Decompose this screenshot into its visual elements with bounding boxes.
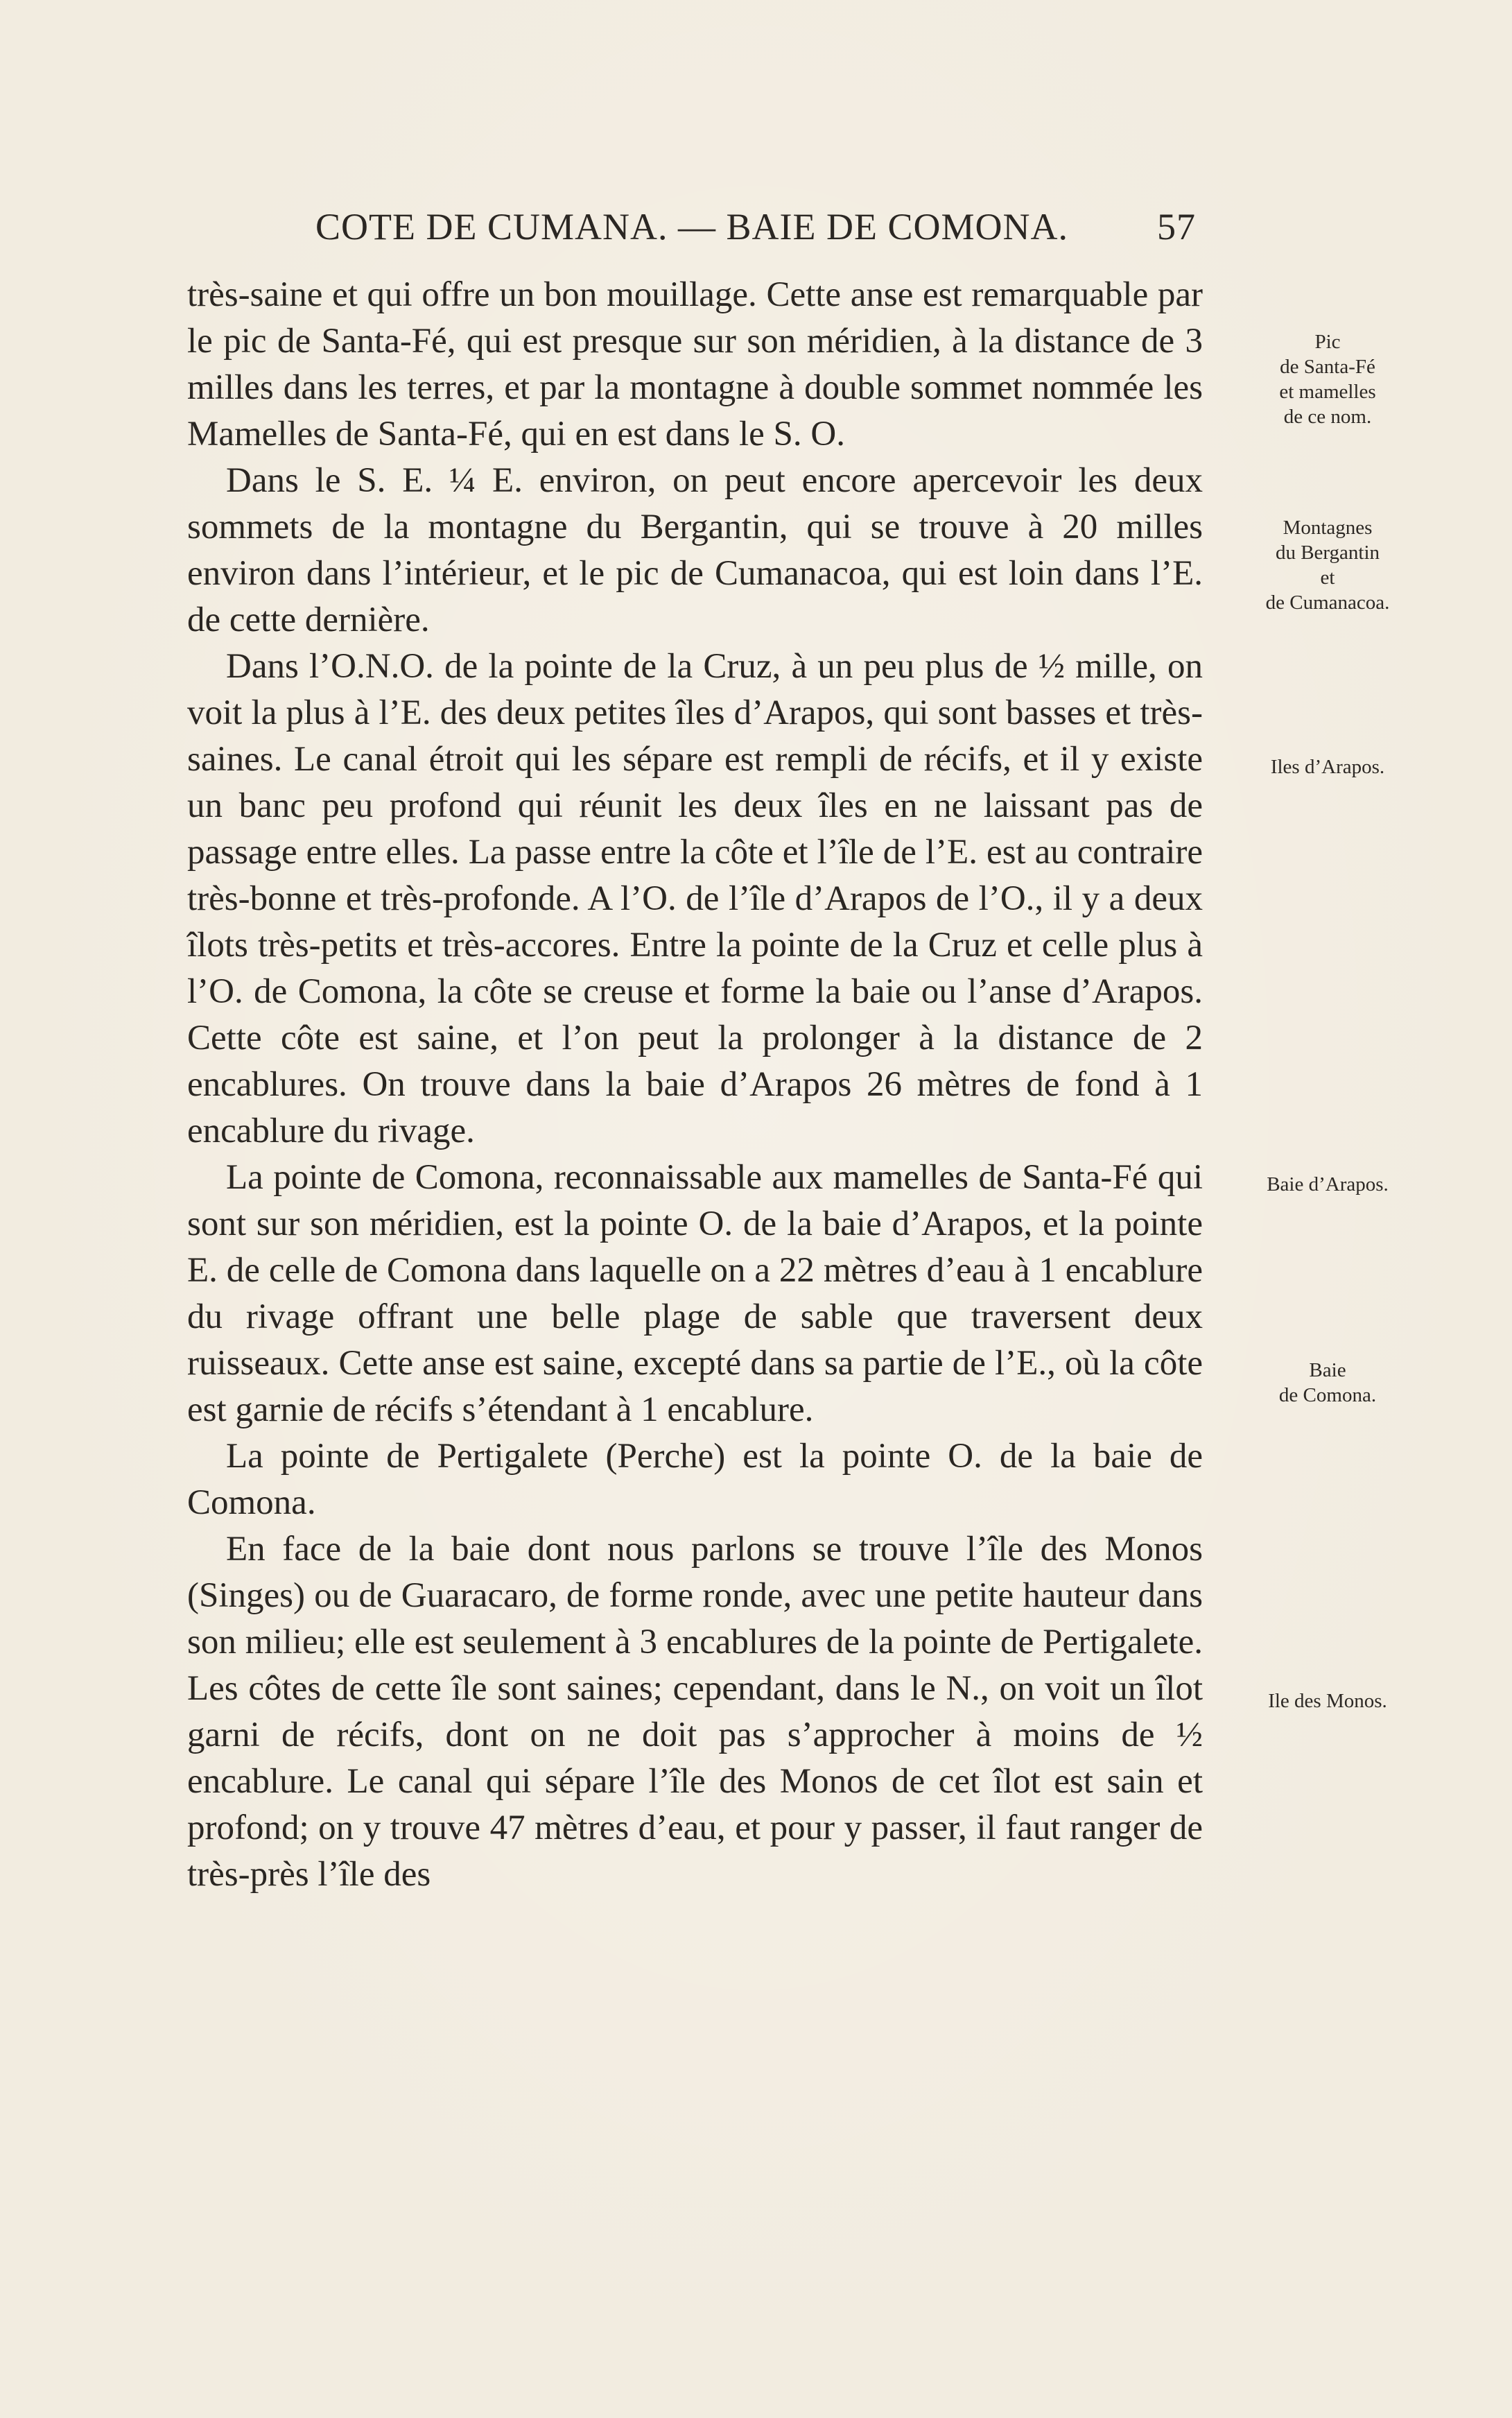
margin-note-baie-arapos	[1234, 1172, 1421, 1197]
running-head-title: COTE DE CUMANA. — BAIE DE COMONA.	[315, 206, 1068, 248]
margin-note-line: de Cumanacoa.	[1265, 591, 1390, 614]
page-number: 57	[1157, 206, 1196, 248]
running-head	[315, 205, 1196, 261]
paragraph: Dans le S. E. ¼ E. environ, on peut encore apercevoir les deux sommets de la montagne du Bergantin, qui se trouve à 20 milles environ dans l’intérieur, et le pic de Cumanacoa, qui est loin dans l’E. de cette dernière.	[187, 461, 1203, 639]
margin-note-line: Iles d’Arapos.	[1270, 756, 1385, 778]
margin-note-iles-arapos	[1234, 754, 1421, 779]
paragraph: La pointe de Pertigalete (Perche) est la pointe O. de la baie de Comona.	[187, 1437, 1203, 1522]
body-text	[187, 272, 1203, 1898]
margin-note-line: Montagnes	[1283, 517, 1373, 539]
paragraph: très-saine et qui offre un bon mouillage. Cette anse est remarquable par le pic de Santa-Fé, qui est presque sur son méridien, à la distance de 3 milles dans les terres, et par la montagne à double sommet nommée les Mamelles de Santa-Fé, qui en est dans le S. O.	[187, 275, 1203, 454]
margin-note-line: Pic	[1314, 331, 1341, 353]
margin-note-montagnes	[1234, 515, 1421, 615]
margin-note-pic-santa-fe	[1234, 329, 1421, 429]
margin-note-line: Baie	[1309, 1359, 1346, 1381]
margin-note-line: de ce nom.	[1283, 406, 1372, 428]
margin-note-line: de Comona.	[1278, 1384, 1377, 1406]
paragraph: Dans l’O.N.O. de la pointe de la Cruz, à un peu plus de ½ mille, on voit la plus à l’E. des deux petites îles d’Arapos, qui sont basses et très-saines. Le canal étroit qui les sépare est rempli de récifs, et il y existe un banc peu profond qui réunit les deux îles en ne laissant pas de passage entre elles. La passe entre la côte et l’île de l’E. est au contraire très-bonne et très-profonde. A l’O. de l’île d’Arapos de l’O., il y a deux îlots très-petits et très-accores. Entre la pointe de la Cruz et celle plus à l’O. de Comona, la côte se creuse et forme la baie ou l’anse d’Arapos. Cette côte est saine, et l’on peut la prolonger à la distance de 2 encablures. On trouve dans la baie d’Arapos 26 mètres de fond à 1 encablure du rivage.	[187, 647, 1203, 1150]
paragraph: La pointe de Comona, reconnaissable aux mamelles de Santa-Fé qui sont sur son méridien, est la pointe O. de la baie d’Arapos, et la pointe E. de celle de Comona dans laquelle on a 22 mètres d’eau à 1 encablure du rivage offrant une belle plage de sable que traversent deux ruisseaux. Cette anse est saine, excepté dans sa partie de l’E., où la côte est garnie de récifs s’étendant à 1 encablure.	[187, 1158, 1203, 1429]
paragraph: En face de la baie dont nous parlons se trouve l’île des Monos (Singes) ou de Guaracaro, de forme ronde, avec une petite hauteur dans son milieu; elle est seulement à 3 encablures de la pointe de Pertigalete. Les côtes de cette île sont saines; cependant, dans le N., on voit un îlot garni de récifs, dont on ne doit pas s’approcher à moins de ½ encablure. Le canal qui sépare l’île des Monos de cet îlot est sain et profond; on y trouve 47 mètres d’eau, et pour y passer, il faut ranger de très-près l’île des	[187, 1530, 1203, 1894]
margin-note-line: Baie d’Arapos.	[1267, 1173, 1389, 1195]
margin-note-line: de Santa-Fé	[1280, 356, 1375, 378]
margin-note-baie-comona	[1234, 1358, 1421, 1408]
margin-note-ile-monos	[1234, 1689, 1421, 1713]
margin-note-line: Ile des Monos.	[1268, 1690, 1387, 1712]
margin-note-line: et mamelles	[1279, 381, 1376, 403]
margin-note-line: et	[1320, 567, 1335, 589]
margin-note-line: du Bergantin	[1275, 542, 1380, 564]
